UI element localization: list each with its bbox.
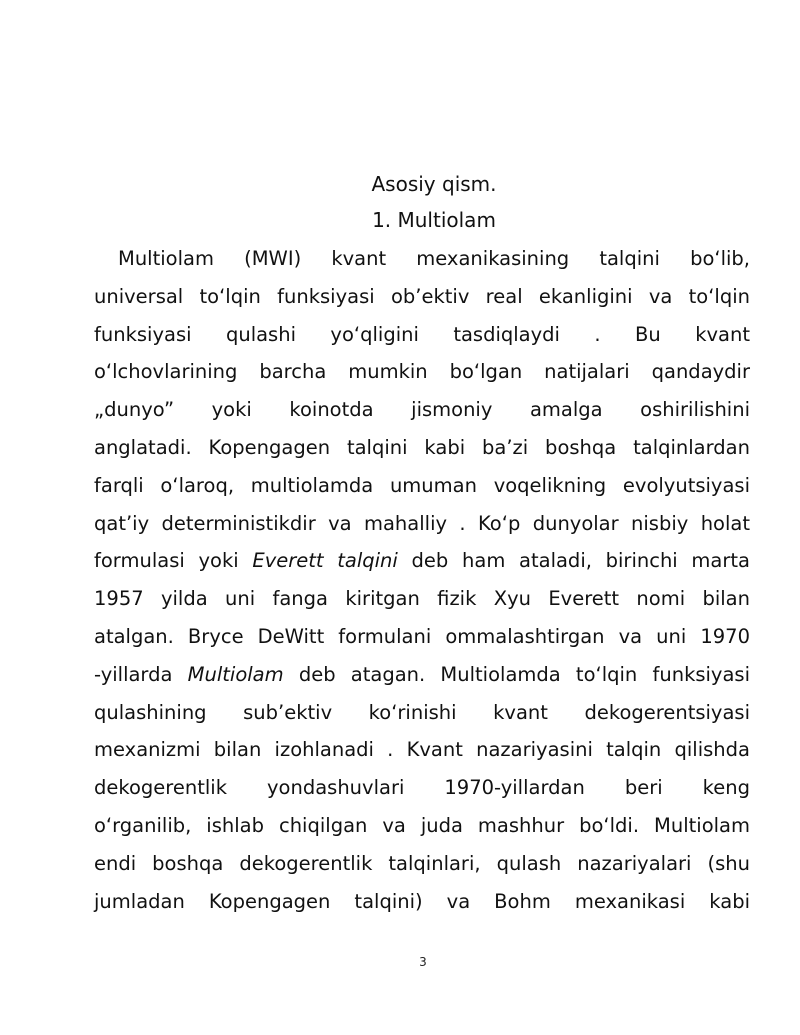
text-line — [94, 391, 750, 429]
text-segment: endi boshqa dekogerentlik talqinlari, qulash nazariyalari (shu — [94, 851, 750, 875]
text-line — [94, 731, 750, 769]
text-segment: anglatadi. Kopengagen talqini kabi ba’zi boshqa talqinlardan — [94, 435, 750, 459]
text-line — [94, 807, 750, 845]
text-segment: universal to‘lqin funksiyasi ob’ektiv real ekanligini va to‘lqin — [94, 284, 750, 308]
text-line — [94, 353, 750, 391]
text-segment: mexanizmi bilan izohlanadi . Kvant nazariyasini talqin qilishda — [94, 738, 750, 762]
text-line — [94, 467, 750, 505]
text-line — [94, 769, 750, 807]
text-segment: o‘rganilib, ishlab chiqilgan va juda mashhur bo‘ldi. Multiolam — [94, 813, 750, 837]
subsection-title: 1. Multiolam — [372, 208, 496, 232]
text-line — [94, 883, 750, 921]
text-segment: jumladan Kopengagen talqini) va Bohm mexanikasi kabi — [94, 889, 750, 913]
text-line — [94, 429, 750, 467]
text-segment: qulashining sub’ektiv ko‘rinishi kvant dekogerentsiyasi — [94, 700, 750, 724]
text-line — [94, 505, 750, 543]
text-segment: formulasi yoki — [94, 549, 253, 573]
text-line — [94, 618, 750, 656]
text-segment: dekogerentlik yondashuvlari 1970-yillardan beri keng — [94, 776, 750, 800]
text-segment: atalgan. Bryce DeWitt formulani ommalashtirgan va uni 1970 — [94, 624, 750, 648]
body-paragraph — [94, 240, 750, 920]
text-segment: deb ham ataladi, birinchi marta — [397, 549, 750, 573]
text-line — [94, 316, 750, 354]
text-line — [94, 656, 750, 694]
text-segment: „dunyo” yoki koinotda jismoniy amalga oshirilishini — [94, 398, 750, 422]
text-segment: deb atagan. Multiolamda to‘lqin funksiyasi — [283, 662, 751, 686]
section-title: Asosiy qism. — [371, 172, 497, 196]
text-line — [94, 580, 750, 618]
page-number: 3 — [419, 955, 427, 969]
text-segment: qat’iy deterministikdir va mahalliy . Ko‘p dunyolar nisbiy holat — [94, 511, 750, 535]
text-line — [94, 278, 750, 316]
text-segment: 1957 yilda uni fanga kiritgan fizik Xyu Everett nomi bilan — [94, 587, 750, 611]
text-segment: Multiolam — [118, 247, 214, 270]
text-segment: (MWI) kvant mexanikasining talqini bo‘lib, — [213, 247, 750, 270]
text-line — [94, 542, 750, 580]
text-line — [94, 694, 750, 732]
text-segment: -yillarda — [94, 662, 188, 686]
text-segment: funksiyasi qulashi yo‘qligini tasdiqlaydi . Bu kvant — [94, 322, 750, 346]
text-line — [94, 845, 750, 883]
text-line — [94, 240, 750, 278]
text-segment: farqli o‘laroq, multiolamda umuman voqelikning evolyutsiyasi — [94, 473, 750, 497]
italic-term: Multiolam — [187, 662, 284, 686]
italic-term: Everett talqini — [252, 549, 398, 573]
text-segment: o‘lchovlarining barcha mumkin bo‘lgan natijalari qandaydir — [94, 360, 750, 384]
